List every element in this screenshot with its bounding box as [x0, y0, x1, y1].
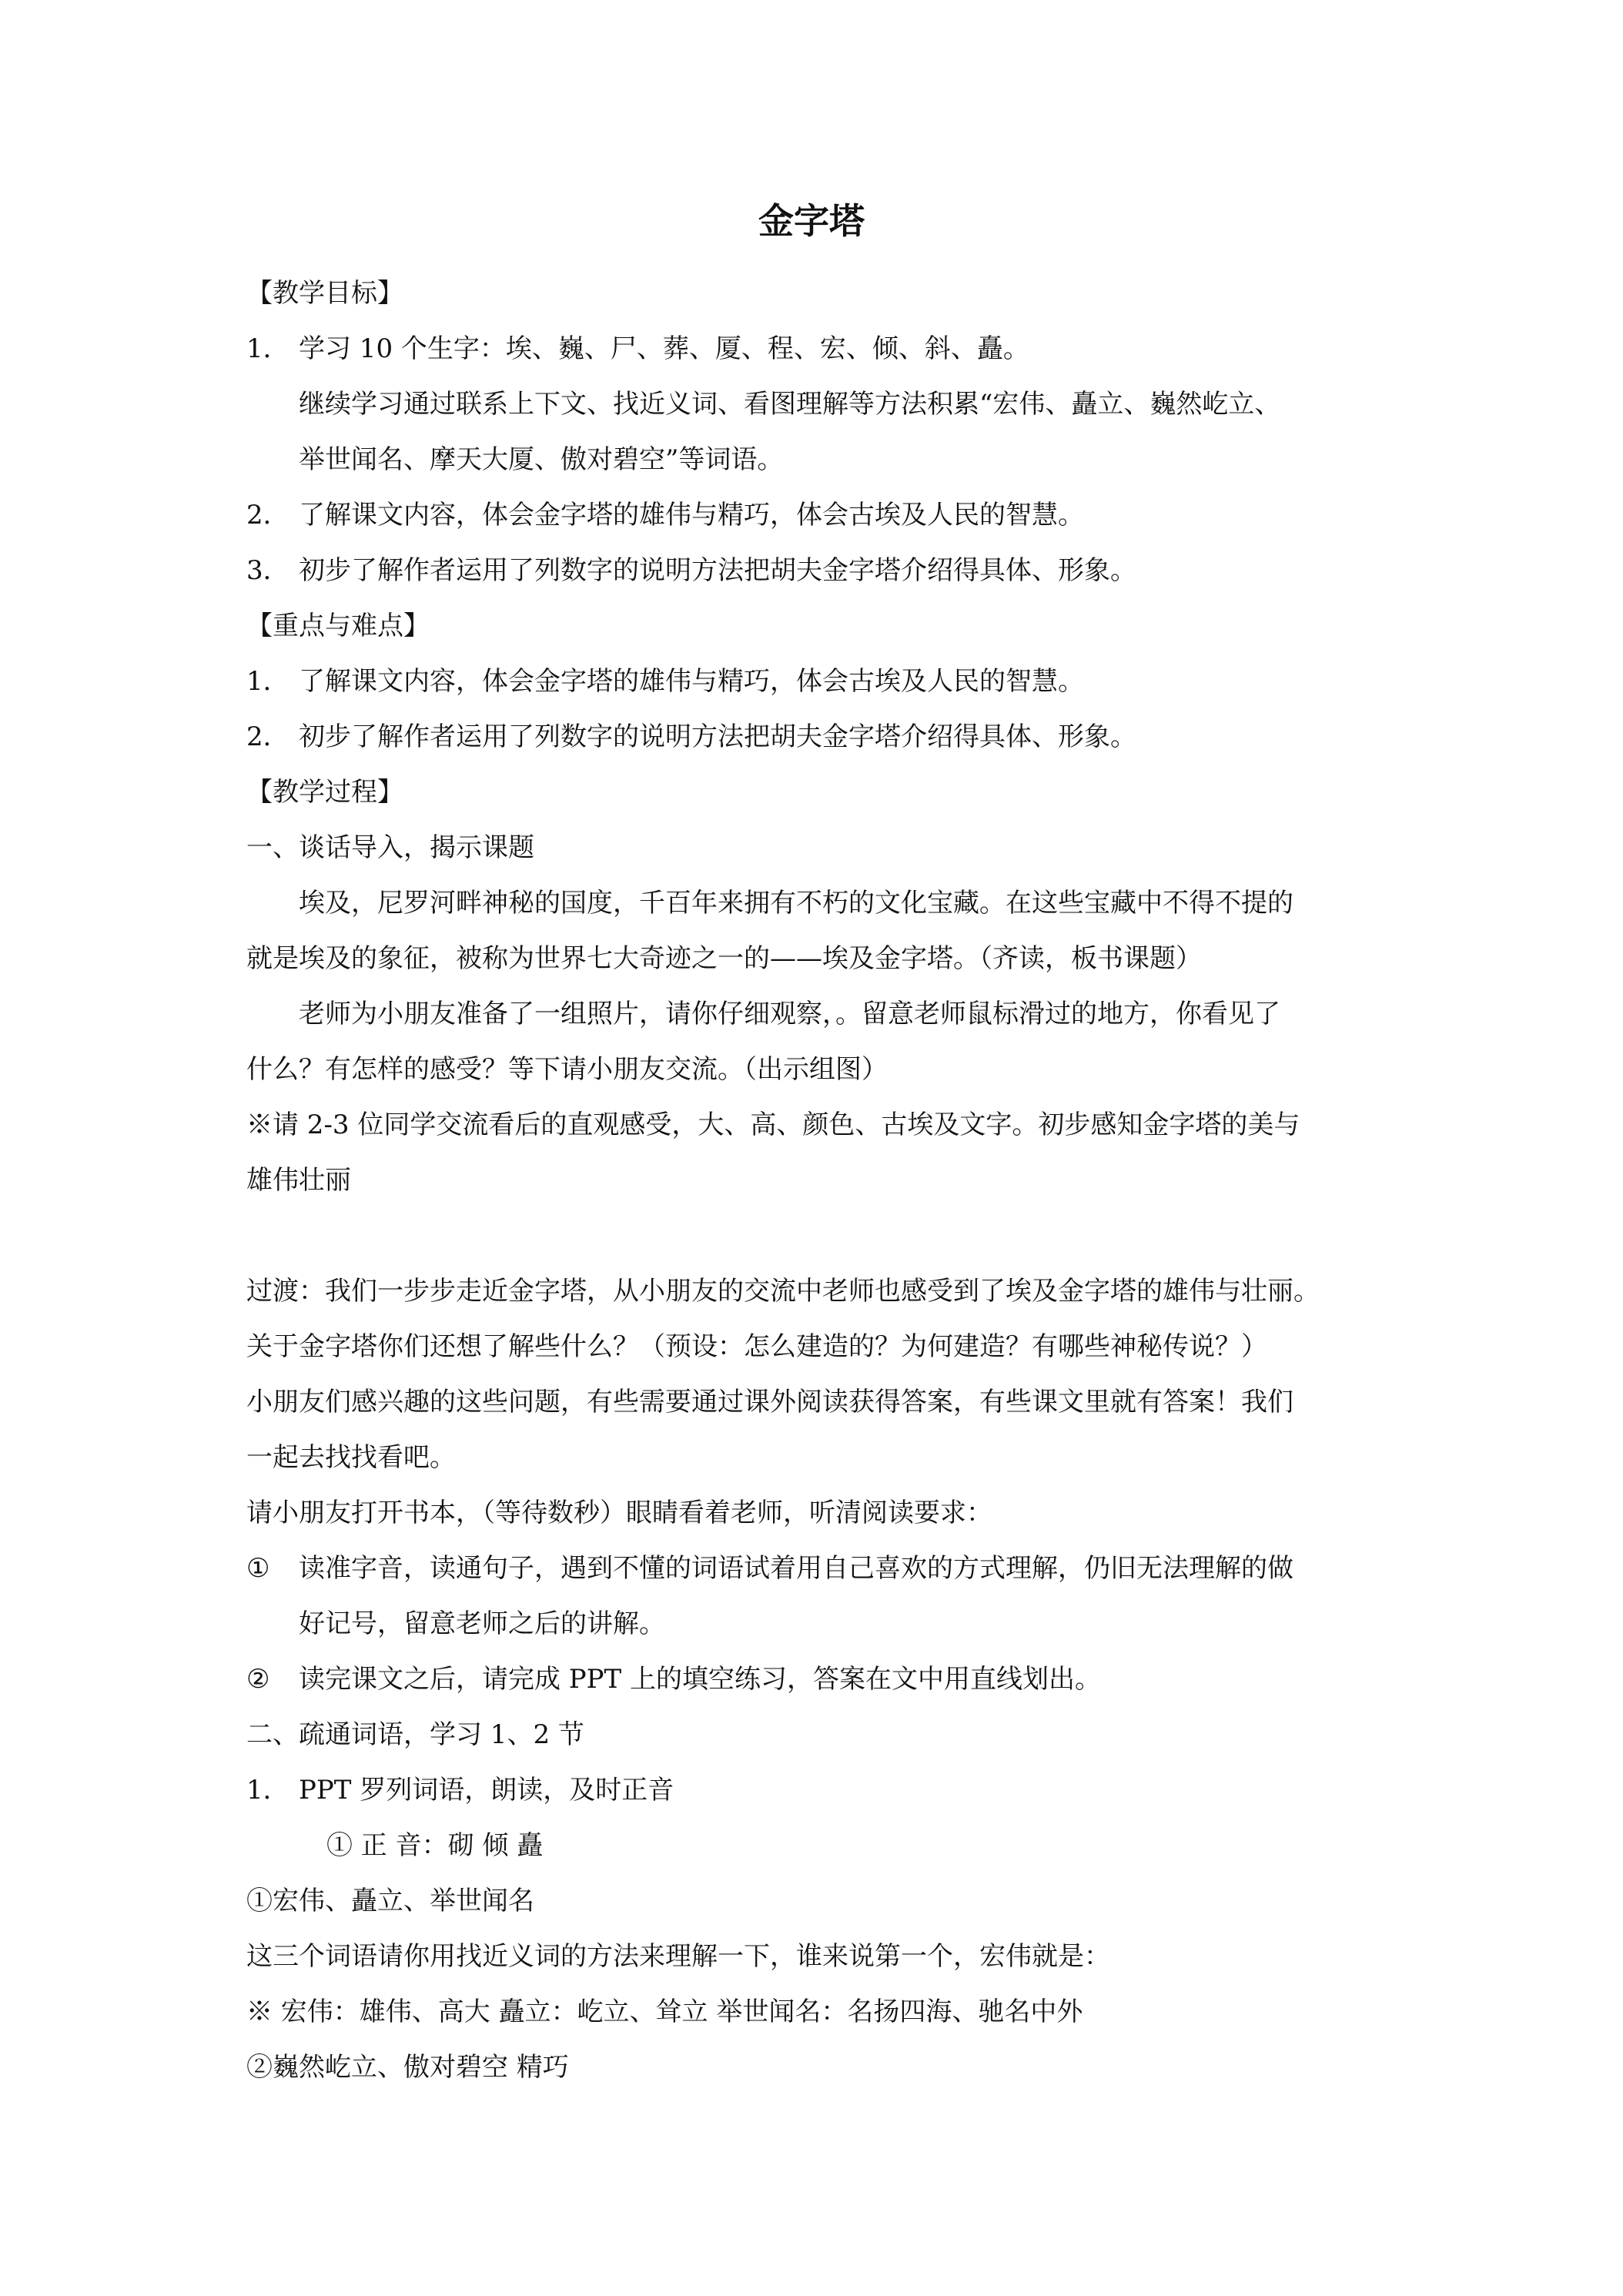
word-group: ②巍然屹立、傲对碧空 精巧 — [246, 2052, 569, 2083]
goal-item-continued: 继续学习通过联系上下文、找近义词、看图理解等方法积累“宏伟、矗立、巍然屹立、 — [299, 389, 1281, 420]
document-body — [246, 266, 1386, 2095]
synonyms-line: ※ 宏伟：雄伟、高大 矗立：屹立、耸立 举世闻名：名扬四海、驰名中外 — [246, 1996, 1083, 2027]
goals-heading: 【教学目标】 — [246, 278, 403, 309]
note-line: 雄伟壮丽 — [246, 1165, 351, 1196]
paragraph-line: 就是埃及的象征，被称为世界七大奇迹之一的——埃及金字塔。（齐读，板书课题） — [246, 943, 1202, 974]
requirement-item: ② 读完课文之后，请完成 PPT 上的填空练习，答案在文中用直线划出。 — [246, 1652, 1386, 1707]
blank-line — [246, 1208, 1386, 1263]
key-point-item: 2． 初步了解作者运用了列数字的说明方法把胡夫金字塔介绍得具体、形象。 — [246, 721, 1136, 752]
transition-line: 关于金字塔你们还想了解些什么？（预设：怎么建造的？为何建造？有哪些神秘传说？） — [246, 1331, 1267, 1362]
goal-item: 1． 学习 10 个生字：埃、巍、尸、葬、厦、程、宏、倾、斜、矗。 — [246, 333, 1029, 364]
goal-item-continued: 举世闻名、摩天大厦、傲对碧空”等词语。 — [299, 444, 784, 475]
key-point-item: 1． 了解课文内容，体会金字塔的雄伟与精巧，体会古埃及人民的智慧。 — [246, 666, 1084, 697]
document-title: 金字塔 — [758, 200, 865, 242]
requirement-item-continued: 好记号，留意老师之后的讲解。 — [299, 1608, 665, 1639]
circled-number-one: ① — [246, 1553, 270, 1584]
part2-heading: 二、疏通词语，学习 1、2 节 — [246, 1719, 584, 1750]
goal-item: 2． 了解课文内容，体会金字塔的雄伟与精巧，体会古埃及人民的智慧。 — [246, 500, 1084, 530]
word-group: ①宏伟、矗立、举世闻名 — [246, 1886, 534, 1916]
part1-heading: 一、谈话导入，揭示课题 — [246, 832, 534, 863]
paragraph-line: 老师为小朋友准备了一组照片，请你仔细观察，。留意老师鼠标滑过的地方，你看见了 — [299, 999, 1280, 1029]
transition-line: 过渡：我们一步步走近金字塔，从小朋友的交流中老师也感受到了埃及金字塔的雄伟与壮丽。 — [246, 1276, 1320, 1307]
pronunciation-line: ① 正 音：砌 倾 矗 — [326, 1830, 544, 1861]
note-line: ※请 2-3 位同学交流看后的直观感受，大、高、颜色、古埃及文字。初步感知金字塔的美与 — [246, 1110, 1300, 1140]
word-explanation: 这三个词语请你用找近义词的方法来理解一下，谁来说第一个，宏伟就是： — [246, 1941, 1110, 1972]
transition-line: 一起去找找看吧。 — [246, 1442, 456, 1473]
paragraph-line: 什么？有怎样的感受？等下请小朋友交流。（出示组图） — [246, 1054, 888, 1085]
goal-item: 3． 初步了解作者运用了列数字的说明方法把胡夫金字塔介绍得具体、形象。 — [246, 555, 1136, 586]
circled-number-two: ② — [246, 1664, 270, 1695]
requirement-item: ① 读准字音，读通句子，遇到不懂的词语试着用自己喜欢的方式理解，仍旧无法理解的做 — [246, 1541, 1386, 1596]
key-points-heading: 【重点与难点】 — [246, 611, 430, 641]
reading-requirement: 请小朋友打开书本，（等待数秒）眼睛看着老师，听清阅读要求： — [246, 1498, 992, 1528]
transition-line: 小朋友们感兴趣的这些问题，有些需要通过课外阅读获得答案，有些课文里就有答案！我们 — [246, 1387, 1293, 1417]
part2-item: 1． PPT 罗列词语，朗读，及时正音 — [246, 1775, 674, 1806]
process-heading: 【教学过程】 — [246, 777, 403, 808]
paragraph-line: 埃及，尼罗河畔神秘的国度，千百年来拥有不朽的文化宝藏。在这些宝藏中不得不提的 — [299, 888, 1293, 919]
